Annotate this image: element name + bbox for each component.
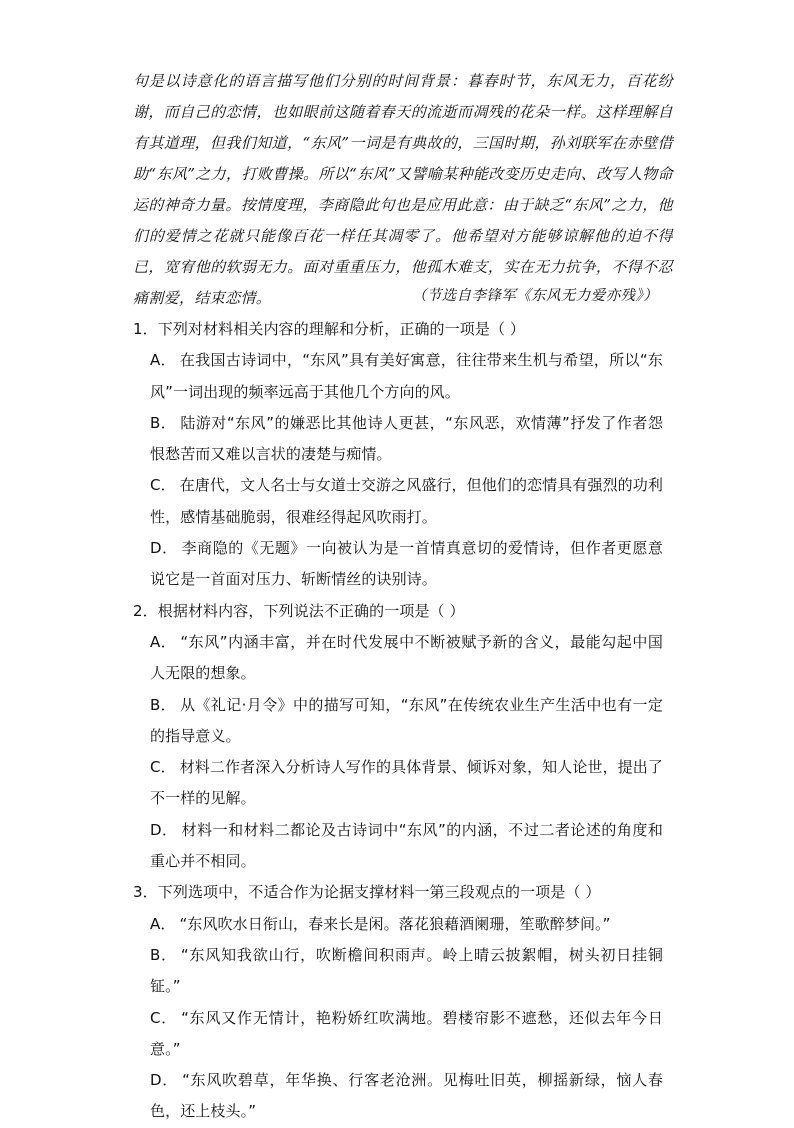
option-label: B． (150, 695, 177, 714)
option-label: B． (150, 413, 177, 432)
option-a (150, 627, 663, 690)
option-c (150, 1003, 663, 1066)
option-label: D． (150, 539, 178, 558)
option-d (150, 1065, 663, 1128)
option-text: 陆游对“东风”的嫌恶比其他诗人更甚，“东风恶，欢情薄”抒发了作者怨恨愁苦而又难以言状的凄楚与痴情。 (150, 413, 663, 464)
option-label: A． (150, 632, 177, 651)
option-label: D． (150, 1071, 179, 1090)
question-2 (133, 596, 663, 878)
option-b (150, 940, 663, 1003)
option-label: C． (150, 758, 176, 777)
passage-source: （节选自李锋军《东风无力爱亦残》） (411, 288, 658, 304)
option-c (150, 752, 663, 815)
option-text: “东风”内涵丰富，并在时代发展中不断被赋予新的含义，最能勾起中国人无限的想象。 (150, 632, 663, 683)
option-text: “东风吹碧草，年华换、行客老沧洲。见梅吐旧英，柳摇新绿，恼人春色，还上枝头。” (150, 1071, 663, 1121)
option-d (150, 533, 663, 596)
option-b (150, 690, 663, 753)
option-a (150, 345, 663, 408)
question-stem: 1．下列对材料相关内容的理解和分析，正确的一项是（ ） (133, 320, 526, 338)
option-text: 从《礼记·月令》中的描写可知，“东风”在传统农业生产生活中也有一定的指导意义。 (150, 695, 663, 745)
option-label: B． (150, 945, 177, 964)
question-1 (133, 314, 663, 596)
option-text: 材料一和材料二都论及古诗词中“东风”的内涵，不过二者论述的角度和重心并不相同。 (150, 820, 663, 871)
option-c (150, 470, 663, 533)
option-text: 李商隐的《无题》一向被认为是一首情真意切的爱情诗，但作者更愿意说它是一首面对压力、斩断情丝的诀别诗。 (150, 539, 663, 589)
option-text: “东风吹水日衔山，春来长是闲。落花狼藉酒阑珊，笙歌醉梦间。” (179, 914, 611, 933)
question-stem: 2．根据材料内容，下列说法不正确的一项是（ ） (133, 601, 465, 620)
question-list (133, 314, 663, 1128)
option-label: C． (150, 1008, 178, 1027)
option-label: D． (150, 820, 178, 839)
option-text: 在唐代，文人名士与女道士交游之风盛行，但他们的恋情具有强烈的功利性，感情基础脆弱，很难经得起风吹雨打。 (150, 476, 663, 526)
option-text: “东风又作无情计，艳粉娇红吹满地。碧楼帘影不遮愁，还似去年今日意。” (150, 1008, 663, 1058)
option-label: C． (150, 476, 176, 495)
option-text: 材料二作者深入分析诗人写作的具体背景、倾诉对象，知人论世，提出了不一样的见解。 (150, 758, 663, 808)
passage-text: 句是以诗意化的语言描写他们分别的时间背景：暮春时节，东风无力，百花纷谢，而自己的恋情，也如眼前这随着春天的流逝而凋残的花朵一样。这样理解自有其道理，但我们知道，“东风”一词是有典故的，三国时期，孙刘联军在赤壁借助“东风”之力，打败曹操。所以“东风”又譬喻某种能改变历史走向、改写人物命运的神奇力量。按情度理，李商隐此句也是应用此意：由于缺乏“东风”之力，他们的爱情之花就只能像百花一样任其凋零了。他希望对方能够谅解他的迫不得已，宽宥他的软弱无力。面对重重压力，他孤木难支，实在无力抗争，不得不忍痛割爱，结束恋情。 (133, 72, 673, 307)
option-label: A． (150, 351, 176, 370)
question-stem: 3．下列选项中，不适合作为论据支撑材料一第三段观点的一项是（ ） (133, 883, 601, 902)
option-a (150, 909, 663, 940)
option-text: “东风知我欲山行，吹断檐间积雨声。岭上晴云披絮帽，树头初日挂铜钲。” (150, 945, 663, 996)
option-b (150, 408, 663, 471)
option-d (150, 815, 663, 878)
option-label: A． (150, 914, 176, 933)
question-3 (133, 877, 663, 1127)
option-text: 在我国古诗词中，“东风”具有美好寓意，往往带来生机与希望，所以“东风”一词出现的频率远高于其他几个方向的风。 (150, 351, 663, 401)
